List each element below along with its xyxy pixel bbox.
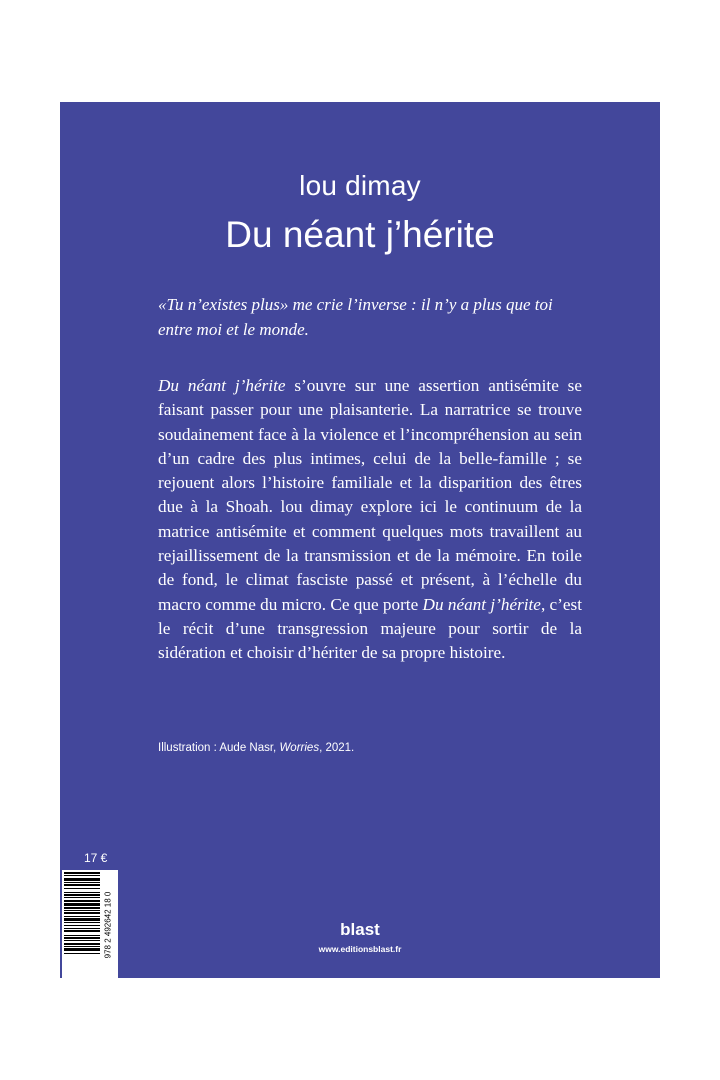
isbn-number: 978 2 492642 18 0 — [103, 891, 113, 959]
book-title: Du néant j’hérite — [225, 214, 495, 255]
credit-prefix: Illustration : Aude Nasr, — [158, 742, 280, 754]
blurb-title-reference: Du néant j’hérite — [158, 376, 286, 395]
credit-work-title: Worries — [279, 742, 320, 754]
blurb-text-part-2: , c’est le récit d’une transgression majeure pour sortir de la sidération et choisir d’hériter de sa propre histoire. — [158, 594, 582, 663]
illustration-credit — [158, 742, 354, 754]
epigraph-quote: «Tu n’existes plus» me crie l’inverse : il n’y a plus que toi entre moi et le monde. — [158, 295, 553, 339]
author-name: lou dimay — [299, 170, 421, 201]
blurb-title-reference-2: Du néant j’hérite — [422, 594, 541, 614]
price-label: 17 € — [84, 851, 108, 865]
publisher-logo: blast — [340, 920, 380, 939]
publisher-website: www.editionsblast.fr — [318, 944, 402, 954]
blurb-paragraph — [158, 374, 582, 666]
book-back-cover — [60, 102, 660, 978]
credit-suffix: , 2021. — [319, 742, 355, 754]
blurb-text-part-1: s’ouvre sur une assertion antisémite se faisant passer pour une plaisanterie. La narratrice se trouve soudainement face à la violence et l’incompréhension au sein d’un cadre des plus intimes, celui de la belle-famille ; se rejouent alors l’histoire familiale et la disparition des êtres due à la Shoah. lou dimay explore ici le continuum de la matrice antisémite et comment quelques mots travaillent au rejaillissement de la transmission et de la mémoire. En toile de fond, le climat fasciste passé et présent, à l’échelle du macro comme du micro. Ce que porte — [158, 376, 583, 614]
